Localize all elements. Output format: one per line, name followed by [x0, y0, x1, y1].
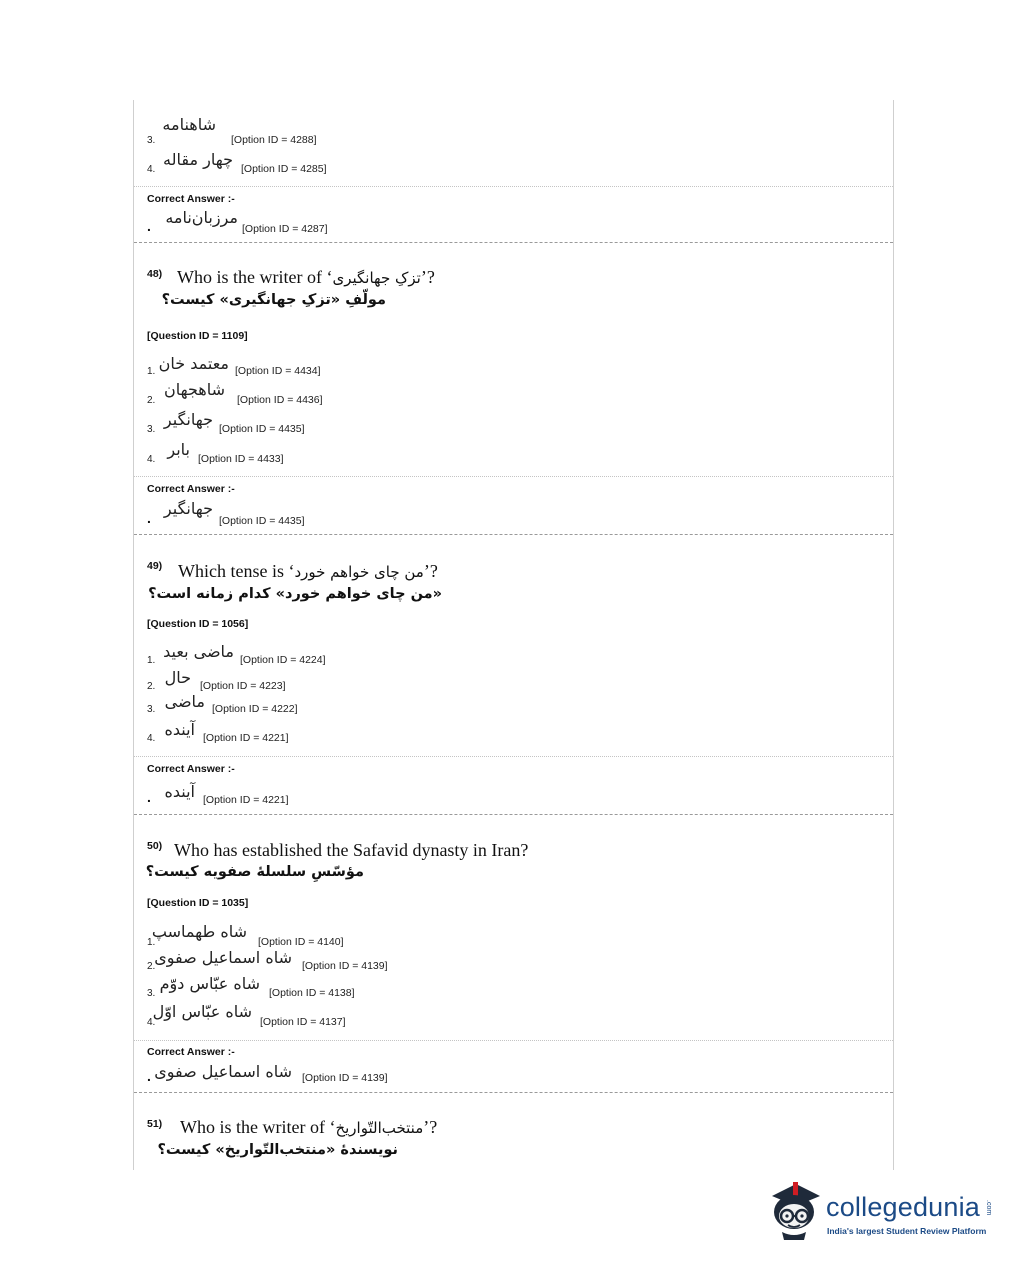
- answer-option-id: [Option ID = 4221]: [203, 794, 289, 806]
- option-number: 1.: [147, 937, 156, 948]
- answer-text: شاه اسماعیل صفوی: [154, 1062, 292, 1081]
- question-divider: [134, 534, 893, 535]
- question-id: [Question ID = 1056]: [147, 618, 249, 630]
- option-text: آینده: [164, 720, 195, 739]
- question-term: منتخب‌التّواریخ: [335, 1119, 424, 1137]
- option-text: ماضی: [164, 692, 205, 711]
- divider: [134, 1040, 893, 1041]
- question-number: 48): [147, 268, 163, 280]
- correct-answer-label: Correct Answer :-: [147, 483, 235, 495]
- option-id: [Option ID = 4140]: [258, 936, 344, 948]
- option-number: 4.: [147, 454, 156, 465]
- option-id: [Option ID = 4288]: [231, 134, 317, 146]
- question-number: 51): [147, 1118, 163, 1130]
- correct-answer-label: Correct Answer :-: [147, 763, 235, 775]
- graduate-mascot-icon: [766, 1178, 824, 1242]
- answer-bullet: .: [147, 789, 151, 805]
- option-number: 3.: [147, 135, 156, 146]
- answer-option-id: [Option ID = 4139]: [302, 1072, 388, 1084]
- question-english: Who has established the Safavid dynasty in Iran?: [174, 840, 529, 860]
- option-number: 2.: [147, 681, 156, 692]
- question-term: من چای خواهم خورد: [294, 563, 424, 581]
- answer-bullet: .: [147, 1068, 151, 1084]
- option-id: [Option ID = 4285]: [241, 163, 327, 175]
- option-id: [Option ID = 4139]: [302, 960, 388, 972]
- option-id: [Option ID = 4222]: [212, 703, 298, 715]
- question-english: Who is the writer of ‘تزکِ جهانگیری’?: [177, 267, 435, 287]
- option-number: 1.: [147, 366, 156, 377]
- logo-wordmark: collegedunia: [826, 1192, 981, 1222]
- option-id: [Option ID = 4221]: [203, 732, 289, 744]
- option-id: [Option ID = 4138]: [269, 987, 355, 999]
- correct-answer-label: Correct Answer :-: [147, 1046, 235, 1058]
- option-text: بابر: [167, 440, 190, 459]
- option-text: جهانگیر: [163, 410, 213, 429]
- option-number: 4.: [147, 164, 156, 175]
- option-number: 3.: [147, 988, 156, 999]
- answer-option-id: [Option ID = 4287]: [242, 223, 328, 235]
- option-number: 2.: [147, 961, 156, 972]
- option-id: [Option ID = 4433]: [198, 453, 284, 465]
- option-id: [Option ID = 4434]: [235, 365, 321, 377]
- option-text: شاه اسماعیل صفوی: [154, 948, 292, 967]
- question-persian: مولّفِ «تزکِ جهانگیری» کیست؟: [161, 292, 386, 308]
- question-persian: «من چای خواهم خورد» کدام زمانه است؟: [148, 586, 442, 602]
- question-paper-page: [133, 100, 894, 1170]
- divider: [134, 476, 893, 477]
- question-number: 50): [147, 840, 163, 852]
- question-divider: [134, 814, 893, 815]
- question-id: [Question ID = 1035]: [147, 897, 249, 909]
- answer-text: مرزبان‌نامه: [165, 208, 238, 227]
- option-number: 4.: [147, 1017, 156, 1028]
- option-text: ماضی بعید: [163, 642, 234, 661]
- answer-option-id: [Option ID = 4435]: [219, 515, 305, 527]
- answer-bullet: .: [147, 218, 151, 234]
- answer-text: جهانگیر: [163, 499, 213, 518]
- collegedunia-logo: [766, 1178, 996, 1248]
- option-text: شاهنامه: [162, 115, 216, 134]
- answer-bullet: .: [147, 510, 151, 526]
- option-text: معتمد خان: [158, 354, 229, 373]
- option-number: 1.: [147, 655, 156, 666]
- option-text: حال: [164, 668, 191, 687]
- option-text: شاهجهان: [163, 380, 225, 399]
- option-id: [Option ID = 4223]: [200, 680, 286, 692]
- logo-tagline: India's largest Student Review Platform: [827, 1226, 987, 1236]
- option-text: شاه عبّاس اوّل: [152, 1002, 252, 1021]
- question-term: تزکِ جهانگیری: [332, 269, 421, 287]
- option-number: 3.: [147, 424, 156, 435]
- option-id: [Option ID = 4137]: [260, 1016, 346, 1028]
- option-id: [Option ID = 4435]: [219, 423, 305, 435]
- question-number: 49): [147, 560, 163, 572]
- question-persian: نویسندهٔ «منتخب‌التّواریخ» کیست؟: [157, 1142, 398, 1158]
- option-id: [Option ID = 4224]: [240, 654, 326, 666]
- option-text: شاه طهماسپ: [151, 922, 247, 941]
- question-divider: [134, 242, 893, 243]
- divider: [134, 186, 893, 187]
- question-id: [Question ID = 1109]: [147, 330, 248, 342]
- correct-answer-label: Correct Answer :-: [147, 193, 235, 205]
- option-text: شاه عبّاس دوّم: [159, 974, 260, 993]
- option-id: [Option ID = 4436]: [237, 394, 323, 406]
- option-text: چهار مقاله: [163, 150, 233, 169]
- option-number: 4.: [147, 733, 156, 744]
- question-english: Who is the writer of ‘منتخب‌التّواریخ’?: [180, 1117, 438, 1137]
- question-english: Which tense is ‘من چای خواهم خورد’?: [178, 561, 438, 581]
- option-number: 2.: [147, 395, 156, 406]
- logo-domain-suffix: .com: [985, 1200, 992, 1216]
- divider: [134, 756, 893, 757]
- question-divider: [134, 1092, 893, 1093]
- option-number: 3.: [147, 704, 156, 715]
- question-persian: مؤسّسِ سلسلهٔ صفویه کیست؟: [145, 864, 364, 880]
- answer-text: آینده: [164, 782, 195, 801]
